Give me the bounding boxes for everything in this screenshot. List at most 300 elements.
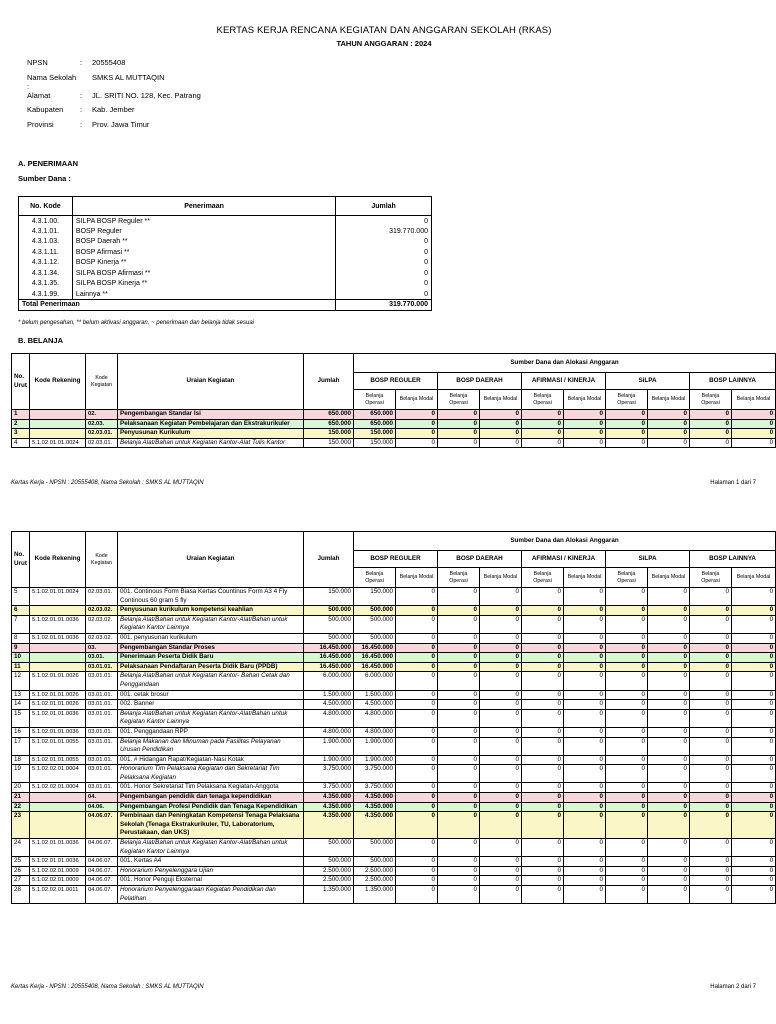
row-reguler-operasi: 4.350.000 [354, 793, 396, 803]
row-no: 22 [12, 802, 30, 812]
row-kode-rekening [30, 419, 86, 429]
row-jumlah: 2.500.000 [304, 876, 354, 886]
row-alokasi-zero: 0 [648, 662, 690, 672]
row-kode-kegiatan: 03.01. [86, 653, 118, 663]
row-alokasi-zero: 0 [438, 727, 480, 737]
row-alokasi-zero: 0 [606, 672, 648, 690]
total-value: 319.770.000 [336, 300, 432, 311]
row-alokasi-zero: 0 [522, 765, 564, 783]
row-alokasi-zero: 0 [690, 876, 732, 886]
row-no: 20 [12, 783, 30, 793]
row-alokasi-zero: 0 [522, 633, 564, 643]
belanja-row [12, 410, 776, 420]
row-kode-rekening [30, 606, 86, 616]
row-no: 17 [12, 737, 30, 755]
belanja-row [12, 419, 776, 429]
row-alokasi-zero: 0 [438, 662, 480, 672]
row-kode-kegiatan: 03.01.01. [86, 783, 118, 793]
row-alokasi-zero: 0 [648, 410, 690, 420]
row-uraian: 001. Honor Penguji Eksternal [118, 876, 304, 886]
row-alokasi-zero: 0 [690, 653, 732, 663]
sumber-dana-label: Sumber Dana : [18, 174, 71, 183]
row-alokasi-zero: 0 [480, 755, 522, 765]
identity-row [27, 73, 201, 91]
belanja-title: B. BELANJA [18, 336, 64, 345]
row-alokasi-zero: 0 [732, 700, 776, 710]
row-alokasi-zero: 0 [480, 588, 522, 606]
row-kode-rekening [30, 653, 86, 663]
row-alokasi-zero: 0 [396, 662, 438, 672]
row-reguler-operasi: 4.350.000 [354, 812, 396, 839]
row-uraian: Belanja Alat/Bahan untuk Kegiatan Kantor-Alat/Bahan untuk Kegiatan Kantor Lainnya [118, 615, 304, 633]
belanja-row [12, 755, 776, 765]
row-alokasi-zero: 0 [438, 812, 480, 839]
row-jumlah: 650.000 [304, 419, 354, 429]
col-penerimaan: Penerimaan [72, 197, 335, 216]
row-alokasi-zero: 0 [480, 438, 522, 448]
row-alokasi-zero: 0 [564, 802, 606, 812]
row-kode-rekening: 5.1.02.01.01.0036 [30, 615, 86, 633]
row-jumlah: 150.000 [304, 438, 354, 448]
row-alokasi-zero: 0 [690, 709, 732, 727]
row-alokasi-zero: 0 [564, 690, 606, 700]
row-uraian: Honorarium Penyelenggaraan Kegiatan Pendidikan dan Pelatihan [118, 886, 304, 904]
row-uraian: 001. cetak brosur [118, 690, 304, 700]
row-alokasi-zero: 0 [690, 690, 732, 700]
row-alokasi-zero: 0 [732, 802, 776, 812]
row-alokasi-zero: 0 [690, 633, 732, 643]
row-alokasi-zero: 0 [690, 886, 732, 904]
row-alokasi-zero: 0 [648, 643, 690, 653]
row-jumlah: 3.750.000 [304, 783, 354, 793]
row-alokasi-zero: 0 [648, 802, 690, 812]
row-reguler-operasi: 4.500.000 [354, 700, 396, 710]
col-no-urut: No. Urut [12, 354, 30, 410]
row-alokasi-zero: 0 [396, 765, 438, 783]
row-alokasi-zero: 0 [564, 886, 606, 904]
row-alokasi-zero: 0 [480, 886, 522, 904]
belanja-row [12, 839, 776, 857]
row-alokasi-zero: 0 [396, 783, 438, 793]
school-identity [27, 58, 201, 134]
penerimaan-kode: 4.3.1.11. [19, 247, 73, 258]
penerimaan-kode: 4.3.1.99. [19, 289, 73, 300]
row-alokasi-zero: 0 [648, 633, 690, 643]
row-alokasi-zero: 0 [732, 812, 776, 839]
penerimaan-jumlah: 0 [336, 279, 432, 290]
row-alokasi-zero: 0 [522, 588, 564, 606]
row-alokasi-zero: 0 [480, 662, 522, 672]
row-alokasi-zero: 0 [606, 419, 648, 429]
penerimaan-row [19, 226, 432, 237]
col-sumber-dana: Sumber Dana dan Alokasi Anggaran [354, 354, 776, 373]
row-alokasi-zero: 0 [522, 672, 564, 690]
row-no: 14 [12, 700, 30, 710]
row-alokasi-zero: 0 [396, 737, 438, 755]
identity-row [27, 58, 201, 73]
row-jumlah: 6.000.000 [304, 672, 354, 690]
row-alokasi-zero: 0 [606, 662, 648, 672]
belanja-row [12, 857, 776, 867]
row-alokasi-zero: 0 [564, 429, 606, 439]
row-kode-kegiatan: 02.03.01. [86, 429, 118, 439]
row-alokasi-zero: 0 [606, 643, 648, 653]
row-alokasi-zero: 0 [690, 410, 732, 420]
row-alokasi-zero: 0 [606, 812, 648, 839]
row-alokasi-zero: 0 [606, 410, 648, 420]
row-alokasi-zero: 0 [648, 709, 690, 727]
belanja-row [12, 633, 776, 643]
row-uraian: 002. Banner [118, 700, 304, 710]
identity-label: NPSN [27, 58, 48, 67]
row-jumlah: 500.000 [304, 615, 354, 633]
row-kode-rekening: 5.1.02.02.01.0011 [30, 886, 86, 904]
penerimaan-jumlah: 0 [336, 247, 432, 258]
row-reguler-operasi: 150.000 [354, 438, 396, 448]
row-alokasi-zero: 0 [648, 886, 690, 904]
col-group: BOSP LAINNYA [690, 373, 776, 390]
col-kode-kegiatan: Kode Kegiatan [86, 532, 118, 588]
row-alokasi-zero: 0 [522, 737, 564, 755]
row-reguler-operasi: 650.000 [354, 419, 396, 429]
row-alokasi-zero: 0 [690, 727, 732, 737]
row-alokasi-zero: 0 [480, 857, 522, 867]
row-no: 16 [12, 727, 30, 737]
col-belanja-modal: Belanja Modal [564, 568, 606, 588]
row-uraian: Pelaksanaan Kegiatan Pembelajaran dan Ekstrakurikuler [118, 419, 304, 429]
row-alokasi-zero: 0 [690, 429, 732, 439]
belanja-row [12, 876, 776, 886]
row-reguler-operasi: 2.500.000 [354, 876, 396, 886]
row-alokasi-zero: 0 [606, 606, 648, 616]
col-belanja-modal: Belanja Modal [732, 390, 776, 410]
row-alokasi-zero: 0 [522, 755, 564, 765]
row-no: 9 [12, 643, 30, 653]
row-reguler-operasi: 3.750.000 [354, 765, 396, 783]
row-uraian: Pengembangan Standar Isi [118, 410, 304, 420]
row-kode-rekening: 5.1.02.01.01.0036 [30, 709, 86, 727]
row-alokasi-zero: 0 [438, 633, 480, 643]
row-alokasi-zero: 0 [648, 876, 690, 886]
row-alokasi-zero: 0 [564, 410, 606, 420]
row-alokasi-zero: 0 [606, 633, 648, 643]
penerimaan-jumlah: 0 [336, 216, 432, 227]
penerimaan-row [19, 237, 432, 248]
row-alokasi-zero: 0 [606, 438, 648, 448]
row-alokasi-zero: 0 [522, 700, 564, 710]
row-alokasi-zero: 0 [648, 588, 690, 606]
belanja-row [12, 690, 776, 700]
row-jumlah: 4.800.000 [304, 709, 354, 727]
row-alokasi-zero: 0 [648, 793, 690, 803]
row-alokasi-zero: 0 [396, 755, 438, 765]
row-kode-rekening: 5.1.02.01.01.0036 [30, 857, 86, 867]
row-jumlah: 3.750.000 [304, 765, 354, 783]
row-kode-rekening: 5.1.02.01.01.0024 [30, 588, 86, 606]
row-alokasi-zero: 0 [522, 429, 564, 439]
row-no: 24 [12, 839, 30, 857]
penerimaan-nama: SILPA BOSP Kinerja ** [72, 279, 335, 290]
belanja-row [12, 653, 776, 663]
row-alokasi-zero: 0 [438, 588, 480, 606]
row-alokasi-zero: 0 [648, 755, 690, 765]
row-alokasi-zero: 0 [522, 615, 564, 633]
identity-label: Provinsi [27, 119, 54, 129]
row-alokasi-zero: 0 [522, 793, 564, 803]
col-belanja-operasi: Belanja Operasi [438, 568, 480, 588]
row-uraian: Penyusunan kurikulum kompetensi keahlian [118, 606, 304, 616]
row-alokasi-zero: 0 [564, 727, 606, 737]
row-kode-kegiatan: 04.06.07. [86, 812, 118, 839]
row-alokasi-zero: 0 [438, 700, 480, 710]
row-kode-kegiatan: 02. [86, 410, 118, 420]
row-alokasi-zero: 0 [438, 653, 480, 663]
row-uraian: Belanja Alat/Bahan untuk Kegiatan Kantor-Alat/Bahan untuk Kegiatan Kantor Lainnya [118, 709, 304, 727]
row-no: 1 [12, 410, 30, 420]
row-kode-kegiatan: 04.06.07. [86, 839, 118, 857]
row-alokasi-zero: 0 [732, 438, 776, 448]
col-group: BOSP REGULER [354, 551, 438, 568]
row-alokasi-zero: 0 [690, 606, 732, 616]
row-jumlah: 1.900.000 [304, 737, 354, 755]
row-reguler-operasi: 6.000.000 [354, 672, 396, 690]
row-jumlah: 500.000 [304, 839, 354, 857]
row-alokasi-zero: 0 [438, 802, 480, 812]
col-group: SiLPA [606, 373, 690, 390]
row-alokasi-zero: 0 [732, 419, 776, 429]
row-alokasi-zero: 0 [648, 419, 690, 429]
row-alokasi-zero: 0 [690, 615, 732, 633]
row-uraian: Belanja Alat/Bahan untuk Kegiatan Kantor- Bahan Cetak dan Penggandaan [118, 672, 304, 690]
identity-value: JL. SRITI NO. 128, Kec. Patrang [92, 90, 201, 100]
row-uraian: 001. Continous Form Biasa Kertas Countinus Form A3 4 Fly Continous 60 gram 5 fly [118, 588, 304, 606]
belanja-row [12, 783, 776, 793]
identity-label: Nama Sekolah : [27, 72, 77, 91]
belanja-row [12, 802, 776, 812]
row-kode-kegiatan: 03.01.01. [86, 755, 118, 765]
row-no: 27 [12, 876, 30, 886]
row-no: 23 [12, 812, 30, 839]
row-alokasi-zero: 0 [732, 793, 776, 803]
penerimaan-nama: BOSP Daerah ** [72, 237, 335, 248]
belanja-row [12, 793, 776, 803]
col-belanja-operasi: Belanja Operasi [438, 390, 480, 410]
row-alokasi-zero: 0 [690, 866, 732, 876]
row-kode-kegiatan: 04.06.07. [86, 866, 118, 876]
row-alokasi-zero: 0 [564, 700, 606, 710]
row-alokasi-zero: 0 [438, 886, 480, 904]
row-alokasi-zero: 0 [648, 672, 690, 690]
row-kode-kegiatan: 03.01.01. [86, 709, 118, 727]
row-alokasi-zero: 0 [396, 876, 438, 886]
row-alokasi-zero: 0 [648, 866, 690, 876]
row-alokasi-zero: 0 [522, 410, 564, 420]
row-jumlah: 4.350.000 [304, 802, 354, 812]
row-alokasi-zero: 0 [690, 672, 732, 690]
penerimaan-kode: 4.3.1.01. [19, 226, 73, 237]
penerimaan-kode: 4.3.1.34. [19, 268, 73, 279]
row-jumlah: 650.000 [304, 410, 354, 420]
belanja-row [12, 886, 776, 904]
row-reguler-operasi: 2.500.000 [354, 866, 396, 876]
identity-label: Kabupaten [27, 105, 64, 114]
row-alokasi-zero: 0 [438, 857, 480, 867]
row-alokasi-zero: 0 [606, 737, 648, 755]
row-alokasi-zero: 0 [690, 765, 732, 783]
row-alokasi-zero: 0 [564, 709, 606, 727]
row-alokasi-zero: 0 [606, 876, 648, 886]
row-alokasi-zero: 0 [522, 662, 564, 672]
row-kode-kegiatan: 02.03.02. [86, 606, 118, 616]
row-alokasi-zero: 0 [564, 857, 606, 867]
row-reguler-operasi: 1.900.000 [354, 737, 396, 755]
penerimaan-row [19, 216, 432, 227]
row-alokasi-zero: 0 [396, 886, 438, 904]
row-uraian: Pengembangan Standar Proses [118, 643, 304, 653]
col-belanja-modal: Belanja Modal [396, 390, 438, 410]
row-reguler-operasi: 500.000 [354, 606, 396, 616]
row-alokasi-zero: 0 [564, 765, 606, 783]
row-alokasi-zero: 0 [648, 839, 690, 857]
row-alokasi-zero: 0 [438, 438, 480, 448]
row-kode-rekening [30, 643, 86, 653]
row-alokasi-zero: 0 [522, 839, 564, 857]
row-kode-rekening [30, 429, 86, 439]
row-alokasi-zero: 0 [690, 812, 732, 839]
belanja-row [12, 737, 776, 755]
row-jumlah: 1.500.000 [304, 690, 354, 700]
identity-value: Kab. Jember [92, 105, 135, 114]
col-group: AFIRMASI / KINERJA [522, 551, 606, 568]
row-alokasi-zero: 0 [648, 857, 690, 867]
row-reguler-operasi: 500.000 [354, 615, 396, 633]
row-alokasi-zero: 0 [396, 588, 438, 606]
row-reguler-operasi: 16.450.000 [354, 643, 396, 653]
row-alokasi-zero: 0 [480, 690, 522, 700]
row-alokasi-zero: 0 [564, 419, 606, 429]
row-alokasi-zero: 0 [732, 429, 776, 439]
penerimaan-jumlah: 0 [336, 258, 432, 269]
row-alokasi-zero: 0 [564, 653, 606, 663]
col-belanja-operasi: Belanja Operasi [522, 390, 564, 410]
penerimaan-kode: 4.3.1.35. [19, 279, 73, 290]
belanja-row [12, 765, 776, 783]
row-alokasi-zero: 0 [480, 700, 522, 710]
row-jumlah: 150.000 [304, 588, 354, 606]
row-kode-kegiatan: 03.01.01. [86, 672, 118, 690]
col-belanja-modal: Belanja Modal [396, 568, 438, 588]
row-no: 21 [12, 793, 30, 803]
row-alokasi-zero: 0 [522, 643, 564, 653]
row-alokasi-zero: 0 [396, 793, 438, 803]
footer-left-page-2: Kertas Kerja - NPSN : 20555408, Nama Sekolah : SMKS AL MUTTAQIN [11, 984, 204, 990]
row-reguler-operasi: 4.800.000 [354, 727, 396, 737]
row-alokasi-zero: 0 [438, 737, 480, 755]
row-alokasi-zero: 0 [522, 857, 564, 867]
row-kode-rekening: 5.1.02.02.01.0009 [30, 876, 86, 886]
row-alokasi-zero: 0 [564, 672, 606, 690]
row-alokasi-zero: 0 [522, 709, 564, 727]
row-kode-kegiatan: 02.03.01. [86, 438, 118, 448]
row-uraian: Penyusunan Kurikulum [118, 429, 304, 439]
row-kode-kegiatan: 02.03.02. [86, 633, 118, 643]
row-kode-rekening: 5.1.02.02.01.0009 [30, 866, 86, 876]
row-kode-rekening: 5.1.02.01.01.0036 [30, 633, 86, 643]
row-kode-rekening: 5.1.02.01.01.0055 [30, 737, 86, 755]
row-reguler-operasi: 1.900.000 [354, 755, 396, 765]
row-jumlah: 1.350.000 [304, 886, 354, 904]
row-kode-rekening [30, 812, 86, 839]
row-no: 25 [12, 857, 30, 867]
row-no: 12 [12, 672, 30, 690]
row-alokasi-zero: 0 [438, 765, 480, 783]
row-reguler-operasi: 500.000 [354, 633, 396, 643]
col-belanja-operasi: Belanja Operasi [354, 568, 396, 588]
row-alokasi-zero: 0 [606, 783, 648, 793]
belanja-table-page-2 [11, 531, 776, 904]
row-no: 6 [12, 606, 30, 616]
row-alokasi-zero: 0 [732, 886, 776, 904]
col-uraian: Uraian Kegiatan [118, 532, 304, 588]
col-belanja-modal: Belanja Modal [480, 390, 522, 410]
penerimaan-table [18, 196, 432, 311]
belanja-row [12, 588, 776, 606]
belanja-row [12, 727, 776, 737]
row-alokasi-zero: 0 [690, 802, 732, 812]
row-uraian: Honorarium Tim Pelaksana Kegiatan dan Sekretariat Tim Pelaksana Kegiatan [118, 765, 304, 783]
row-alokasi-zero: 0 [690, 755, 732, 765]
row-no: 4 [12, 438, 30, 448]
row-alokasi-zero: 0 [690, 662, 732, 672]
row-alokasi-zero: 0 [564, 866, 606, 876]
row-uraian: 001. Honor Sekretariat Tim Pelaksana Kegiatan-Anggota [118, 783, 304, 793]
row-reguler-operasi: 500.000 [354, 839, 396, 857]
row-alokasi-zero: 0 [522, 802, 564, 812]
row-alokasi-zero: 0 [522, 419, 564, 429]
row-kode-kegiatan: 03.01.01. [86, 727, 118, 737]
row-uraian: Pembinaan dan Peningkatan Kompetensi Tenaga Pelaksana Sekolah (Tenaga Ekstrakurikuler, TU, Laboratorium, Perustakaan, dan UKS) [118, 812, 304, 839]
row-alokasi-zero: 0 [396, 727, 438, 737]
row-alokasi-zero: 0 [480, 410, 522, 420]
row-alokasi-zero: 0 [396, 866, 438, 876]
penerimaan-row [19, 258, 432, 269]
row-alokasi-zero: 0 [396, 429, 438, 439]
identity-colon: : [80, 105, 83, 114]
col-group: BOSP DAERAH [438, 373, 522, 390]
col-belanja-modal: Belanja Modal [480, 568, 522, 588]
row-alokasi-zero: 0 [480, 615, 522, 633]
row-kode-rekening: 5.1.02.01.01.0036 [30, 727, 86, 737]
col-belanja-modal: Belanja Modal [732, 568, 776, 588]
penerimaan-jumlah: 0 [336, 268, 432, 279]
row-alokasi-zero: 0 [480, 839, 522, 857]
row-alokasi-zero: 0 [438, 419, 480, 429]
row-reguler-operasi: 16.450.000 [354, 653, 396, 663]
col-belanja-modal: Belanja Modal [648, 390, 690, 410]
row-no: 15 [12, 709, 30, 727]
row-alokasi-zero: 0 [606, 653, 648, 663]
row-alokasi-zero: 0 [732, 765, 776, 783]
row-alokasi-zero: 0 [606, 802, 648, 812]
penerimaan-kode: 4.3.1.12. [19, 258, 73, 269]
row-alokasi-zero: 0 [732, 643, 776, 653]
row-jumlah: 16.450.000 [304, 643, 354, 653]
penerimaan-nama: BOSP Kinerja ** [72, 258, 335, 269]
row-alokasi-zero: 0 [480, 737, 522, 755]
belanja-row [12, 662, 776, 672]
row-kode-rekening: 5.1.02.02.01.0004 [30, 765, 86, 783]
row-uraian: 001. Penggandaan RPP [118, 727, 304, 737]
